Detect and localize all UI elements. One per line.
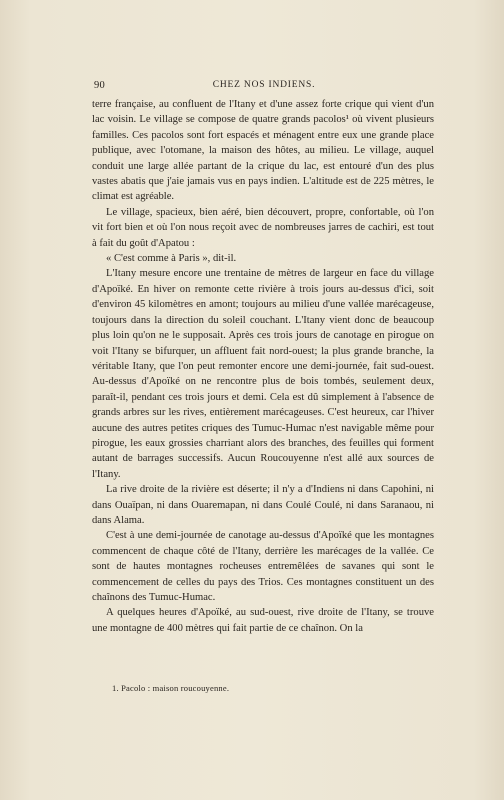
page-header — [94, 80, 434, 94]
paragraph-5: La rive droite de la rivière est déserte; il n'y a d'Indiens ni dans Capohini, ni dans Ouaïpan, ni dans Ouaremapan, ni dans Coulé Coulé, ni dans Saranaou, ni dans Alama. — [92, 484, 434, 526]
paragraph-quote: « C'est comme à Paris », dit-il. — [106, 253, 237, 265]
paragraph-6: C'est à une demi-journée de canotage au-dessus d'Apoïké que les montagnes commencent de chaque côté de l'Itany, derrière les marécages de la vallée. Ce sont de hautes montagnes rocheuses entremêlées de savanes qui sont le commencement de celles du pays des Trios. Ces montagnes constituent un des chaînons des Tumuc-Humac. — [92, 530, 434, 603]
paragraph-1: terre française, au confluent de l'Itany et d'une assez forte crique qui vient d'un lac voisin. Le village se compose de quatre grands pacolos¹ où vivent plusieurs familles. Ces pacolos sont fort espacés et ménagent entre eux une grande place publique, avec l'otomane, la maison des hôtes, au milieu. Le village, auquel conduit une large allée partant de la crique du lac, est entouré d'un des plus vastes abatis que j'aie jamais vus en pays indien. L'altitude est de 225 mètres, le climat est agréable. — [92, 99, 434, 203]
running-title: CHEZ NOS INDIENS. — [212, 80, 316, 90]
paragraph-4: L'Itany mesure encore une trentaine de mètres de largeur en face du village d'Apoïké. En hiver on remonte cette rivière à trois jours au-dessus d'ici, soit d'environ 45 kilomètres en amont; toujours au milieu d'une vallée marécageuse, toujours dans la direction du soleil couchant. L'Itany vient donc de beaucoup plus loin qu'on ne le supposait. Après ces trois jours de canotage en pirogue on voit l'Itany se bifurquer, un affluent fait nord-ouest; la plus grande branche, la véritable Itany, que l'on peut remonter encore une demi-journée, fait sud-ouest. Au-dessus d'Apoïké on ne rencontre plus de bois tombés, seulement deux, paraît-il, pendant ces trois jours et demi. Cela est dû simplement à l'absence de grands arbres sur les rives, entièrement marécageuses. C'est heureux, car l'hiver aucune des autres petites criques des Tumuc-Humac n'est navigable même pour pirogue, les eaux grossies charriant alors des branches, des feuilles qui forment autant de barrages successifs. Aucun Roucouyenne n'est allé aux sources de l'Itany. — [92, 268, 434, 480]
paragraph-2: Le village, spacieux, bien aéré, bien découvert, propre, confortable, où l'on vit fort bien et où l'on nous reçoit avec de nombreuses jarres de cachiri, est tout à fait du goût d'Apatou : — [92, 206, 434, 249]
footnote: 1. Pacolo : maison roucouyenne. — [112, 683, 230, 693]
paragraph-7: A quelques heures d'Apoïké, au sud-ouest, rive droite de l'Itany, se trouve une montagne de 400 mètres qui fait partie de ce chaînon. On la — [92, 607, 434, 634]
page-number: 90 — [94, 80, 106, 91]
body-text — [92, 97, 434, 636]
